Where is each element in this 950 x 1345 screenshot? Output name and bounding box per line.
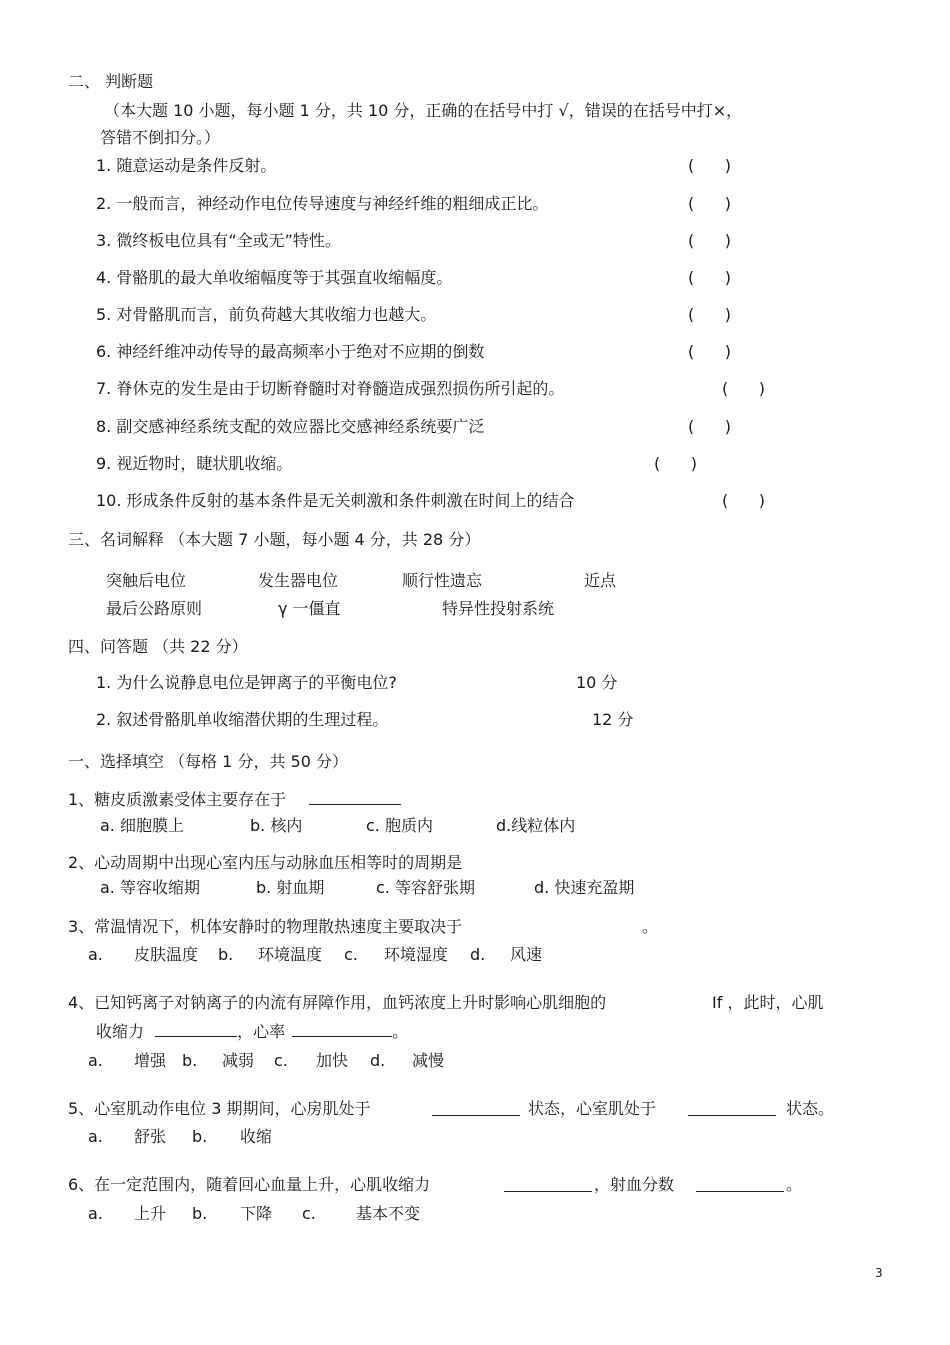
answer-paren-5: ( ) [688, 305, 731, 324]
q5-option-b-letter: b. [192, 1127, 208, 1146]
essay-question-2-score: 12 分 [592, 710, 634, 729]
section-2-instructions-line2: 答错不倒扣分。） [100, 128, 221, 147]
q1-option-c: c. 胞质内 [366, 816, 433, 835]
choice-question-1 [68, 790, 401, 810]
answer-blank [696, 1177, 784, 1192]
q4-option-a: 增强 [134, 1051, 167, 1070]
section-1-title: 一、选择填空 （每格 1 分，共 50 分） [68, 752, 348, 771]
q2-option-c: c. 等容舒张期 [376, 878, 475, 897]
judge-item-9: 9. 视近物时，睫状肌收缩。 [96, 454, 293, 473]
choice-question-5-end: 状态。 [786, 1099, 835, 1118]
term-5: 最后公路原则 [106, 599, 203, 618]
q3-option-d: 风速 [510, 945, 543, 964]
answer-blank [309, 790, 401, 805]
q3-option-d-letter: d. [470, 945, 486, 964]
q4-option-c: 加快 [316, 1051, 349, 1070]
choice-question-3: 3、常温情况下，机体安静时的物理散热速度主要取决于 [68, 917, 463, 936]
q6-option-b: 下降 [240, 1204, 273, 1223]
q4-option-d: 减慢 [412, 1051, 445, 1070]
q4-heartrate-label: ，心率 [237, 1022, 286, 1041]
term-4: 近点 [584, 571, 617, 590]
q4-option-c-letter: c. [274, 1051, 288, 1070]
q3-option-b-letter: b. [218, 945, 234, 964]
choice-question-4-line2 [96, 1022, 408, 1042]
q3-period: 。 [642, 917, 659, 936]
section-2-instructions-line1: （本大题 10 小题，每小题 1 分，共 10 分，正确的在括号中打 √，错误的在括号中打×， [104, 101, 743, 120]
q5-option-a-letter: a. [88, 1127, 103, 1146]
essay-question-1-score: 10 分 [576, 673, 618, 692]
q1-option-a: a. 细胞膜上 [100, 816, 184, 835]
q1-option-b: b. 核内 [250, 816, 303, 835]
essay-question-1: 1. 为什么说静息电位是钾离子的平衡电位? [96, 673, 397, 692]
section-3-title: 三、名词解释 （本大题 7 小题，每小题 4 分，共 28 分） [68, 530, 481, 549]
judge-item-8: 8. 副交感神经系统支配的效应器比交感神经系统要广泛 [96, 417, 485, 436]
answer-paren-8: ( ) [688, 417, 731, 436]
term-1: 突触后电位 [106, 571, 187, 590]
q4-option-b: 减弱 [222, 1051, 255, 1070]
answer-paren-7: ( ) [722, 379, 765, 398]
answer-paren-9: ( ) [654, 454, 697, 473]
choice-question-6-start: 6、在一定范围内，随着回心血量上升，心肌收缩力 [68, 1175, 431, 1194]
judge-item-4: 4. 骨骼肌的最大单收缩幅度等于其强直收缩幅度。 [96, 268, 453, 287]
answer-paren-10: ( ) [722, 491, 765, 510]
answer-paren-4: ( ) [688, 268, 731, 287]
q3-option-a-letter: a. [88, 945, 103, 964]
answer-paren-1: ( ) [688, 156, 731, 175]
answer-blank [504, 1177, 592, 1192]
answer-paren-6: ( ) [688, 342, 731, 361]
answer-blank [432, 1101, 520, 1116]
q3-option-b: 环境温度 [258, 945, 323, 964]
choice-question-5-start: 5、心室肌动作电位 3 期期间，心房肌处于 [68, 1099, 371, 1118]
term-7: 特异性投射系统 [442, 599, 555, 618]
q4-option-b-letter: b. [182, 1051, 198, 1070]
choice-question-1-text: 1、糖皮质激素受体主要存在于 [68, 790, 287, 809]
section-4-title: 四、问答题 （共 22 分） [68, 637, 248, 656]
judge-item-2: 2. 一般而言，神经动作电位传导速度与神经纤维的粗细成正比。 [96, 194, 549, 213]
q4-contraction-label: 收缩力 [96, 1022, 145, 1041]
choice-question-6-mid: ，射血分数 [594, 1175, 675, 1194]
q1-option-d: d.线粒体内 [496, 816, 576, 835]
section-2-title: 二、 判断题 [68, 72, 154, 91]
judge-item-5: 5. 对骨骼肌而言，前负荷越大其收缩力也越大。 [96, 305, 437, 324]
q6-option-c: 基本不变 [356, 1204, 421, 1223]
answer-paren-3: ( ) [688, 231, 731, 250]
q6-option-a-letter: a. [88, 1204, 103, 1223]
judge-item-6: 6. 神经纤维冲动传导的最高频率小于绝对不应期的倒数 [96, 342, 485, 361]
essay-question-2: 2. 叙述骨骼肌单收缩潜伏期的生理过程。 [96, 710, 389, 729]
term-6: γ 一僵直 [278, 599, 341, 618]
choice-question-4-if: If ，此时，心肌 [712, 993, 824, 1012]
answer-blank [155, 1022, 237, 1037]
term-3: 顺行性遗忘 [402, 571, 483, 590]
q4-period: 。 [392, 1022, 409, 1041]
choice-question-2: 2、心动周期中出现心室内压与动脉血压相等时的周期是 [68, 853, 463, 872]
q3-option-c-letter: c. [344, 945, 358, 964]
q4-option-d-letter: d. [370, 1051, 386, 1070]
term-2: 发生器电位 [258, 571, 339, 590]
q3-option-c: 环境湿度 [384, 945, 449, 964]
choice-question-4-line1: 4、已知钙离子对钠离子的内流有屏障作用，血钙浓度上升时影响心肌细胞的 [68, 993, 607, 1012]
q2-option-a: a. 等容收缩期 [100, 878, 200, 897]
q6-option-b-letter: b. [192, 1204, 208, 1223]
judge-item-3: 3. 微终板电位具有“全或无”特性。 [96, 231, 341, 250]
q4-option-a-letter: a. [88, 1051, 103, 1070]
answer-paren-2: ( ) [688, 194, 731, 213]
judge-item-10: 10. 形成条件反射的基本条件是无关刺激和条件刺激在时间上的结合 [96, 491, 575, 510]
q6-option-a: 上升 [134, 1204, 167, 1223]
page-number: 3 [875, 1266, 883, 1280]
judge-item-7: 7. 脊休克的发生是由于切断脊髓时对脊髓造成强烈损伤所引起的。 [96, 379, 565, 398]
q3-option-a: 皮肤温度 [134, 945, 199, 964]
q2-option-b: b. 射血期 [256, 878, 325, 897]
answer-blank [292, 1022, 392, 1037]
choice-question-5-mid: 状态，心室肌处于 [528, 1099, 657, 1118]
q6-period: 。 [786, 1175, 803, 1194]
judge-item-1: 1. 随意运动是条件反射。 [96, 156, 277, 175]
answer-blank [688, 1101, 776, 1116]
q2-option-d: d. 快速充盈期 [534, 878, 635, 897]
q5-option-b: 收缩 [240, 1127, 273, 1146]
q5-option-a: 舒张 [134, 1127, 167, 1146]
q6-option-c-letter: c. [302, 1204, 316, 1223]
